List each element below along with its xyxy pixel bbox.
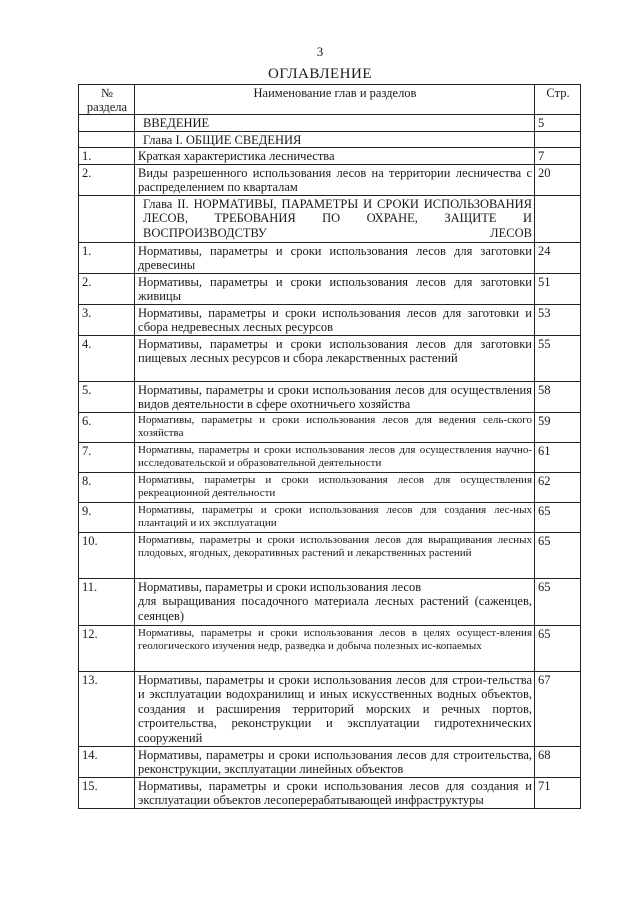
table-of-contents [78, 84, 581, 809]
section-number: 2. [79, 273, 135, 304]
section-page: 7 [535, 148, 581, 165]
table-row [79, 195, 581, 242]
section-title: Глава II. НОРМАТИВЫ, ПАРАМЕТРЫ И СРОКИ ИСПОЛЬЗОВАНИЯ ЛЕСОВ, ТРЕБОВАНИЯ ПО ОХРАНЕ, ЗАЩИТЕ И ВОСПРОИЗВОДСТВУ ЛЕСОВ [135, 195, 535, 242]
document-title: ОГЛАВЛЕНИЕ [268, 66, 372, 82]
section-title: Нормативы, параметры и сроки использования лесов для осуществления научно-исследовательской и образовательной деятельности [135, 442, 535, 472]
section-page: 65 [535, 532, 581, 578]
table-row [79, 148, 581, 165]
section-page: 62 [535, 472, 581, 502]
section-title: Виды разрешенного использования лесов на территории лесничества с распределением по кварталам [135, 164, 535, 195]
section-page: 58 [535, 381, 581, 412]
section-page: 67 [535, 671, 581, 746]
section-number: 12. [79, 625, 135, 671]
section-number: 13. [79, 671, 135, 746]
section-number: 11. [79, 578, 135, 625]
section-title: Нормативы, параметры и сроки использования лесов для заготовки древесины [135, 242, 535, 273]
table-row [79, 625, 581, 671]
section-title: Нормативы, параметры и сроки использования лесов для выращивания посадочного материала лесных растений (саженцев, сеянцев) [135, 578, 535, 625]
section-number: 1. [79, 242, 135, 273]
table-row [79, 131, 581, 148]
header-num-word: раздела [86, 100, 128, 114]
table-row [79, 115, 581, 132]
page-number: 3 [316, 44, 324, 59]
section-page [535, 131, 581, 148]
section-page: 24 [535, 242, 581, 273]
section-page: 5 [535, 115, 581, 132]
table-row [79, 671, 581, 746]
section-number: 3. [79, 304, 135, 335]
section-number: 15. [79, 777, 135, 808]
table-row [79, 164, 581, 195]
section-title: Глава I. ОБЩИЕ СВЕДЕНИЯ [135, 131, 535, 148]
table-row [79, 472, 581, 502]
section-number: 9. [79, 502, 135, 532]
section-title: Нормативы, параметры и сроки использования лесов для создания лес-ных плантаций и их эксплуатации [135, 502, 535, 532]
section-title: Нормативы, параметры и сроки использования лесов для строительства, реконструкции, эксплуатации линейных объектов [135, 746, 535, 777]
table-row [79, 746, 581, 777]
section-number: 6. [79, 412, 135, 442]
section-title: Нормативы, параметры и сроки использования лесов в целях осущест-вления геологического изучения недр, разведка и добыча полезных ис-копаемых [135, 625, 535, 671]
section-page: 71 [535, 777, 581, 808]
section-number: 14. [79, 746, 135, 777]
section-page: 51 [535, 273, 581, 304]
section-page: 65 [535, 502, 581, 532]
section-page: 55 [535, 335, 581, 381]
table-row [79, 502, 581, 532]
table-row [79, 442, 581, 472]
section-title: Нормативы, параметры и сроки использования лесов для создания и эксплуатации объектов лесоперерабатывающей инфраструктуры [135, 777, 535, 808]
section-title: Нормативы, параметры и сроки использования лесов для осуществления рекреационной деятельности [135, 472, 535, 502]
header-section-name: Наименование глав и разделов [135, 85, 535, 115]
section-number: 4. [79, 335, 135, 381]
table-row [79, 532, 581, 578]
table-row [79, 304, 581, 335]
section-page [535, 195, 581, 242]
section-title: ВВЕДЕНИЕ [135, 115, 535, 132]
section-title: Нормативы, параметры и сроки использования лесов для ведения сель-ского хозяйства [135, 412, 535, 442]
section-title: Нормативы, параметры и сроки использования лесов для заготовки и сбора недревесных лесных ресурсов [135, 304, 535, 335]
section-number: 8. [79, 472, 135, 502]
table-row [79, 578, 581, 625]
table-row [79, 381, 581, 412]
section-number: 5. [79, 381, 135, 412]
section-number [79, 115, 135, 132]
section-title: Краткая характеристика лесничества [135, 148, 535, 165]
section-number: 1. [79, 148, 135, 165]
header-section-number [79, 85, 135, 115]
section-page: 61 [535, 442, 581, 472]
section-page: 53 [535, 304, 581, 335]
table-row [79, 273, 581, 304]
section-title: Нормативы, параметры и сроки использования лесов для выращивания лесных плодовых, ягодных, декоративных растений и лекарственных растений [135, 532, 535, 578]
section-title: Нормативы, параметры и сроки использования лесов для заготовки живицы [135, 273, 535, 304]
table-row [79, 335, 581, 381]
section-number: 7. [79, 442, 135, 472]
section-title: Нормативы, параметры и сроки использования лесов для осуществления видов деятельности в сфере охотничьего хозяйства [135, 381, 535, 412]
table-row [79, 242, 581, 273]
table-row [79, 777, 581, 808]
section-number: 10. [79, 532, 135, 578]
section-page: 20 [535, 164, 581, 195]
section-title: Нормативы, параметры и сроки использования лесов для заготовки пищевых лесных ресурсов и сбора лекарственных растений [135, 335, 535, 381]
section-page: 65 [535, 578, 581, 625]
section-title: Нормативы, параметры и сроки использования лесов для строи-тельства и эксплуатации водохранилищ и иных искусственных водных объектов, создания и расширения территорий морских и речных портов, строительства, реконструкции и эксплуатации гидротехнических сооружений [135, 671, 535, 746]
header-page: Стр. [535, 85, 581, 115]
section-number [79, 195, 135, 242]
table-row [79, 412, 581, 442]
section-page: 68 [535, 746, 581, 777]
header-num-symbol: № [101, 86, 113, 100]
table-header-row [79, 85, 581, 115]
section-number: 2. [79, 164, 135, 195]
section-number [79, 131, 135, 148]
section-page: 59 [535, 412, 581, 442]
section-page: 65 [535, 625, 581, 671]
